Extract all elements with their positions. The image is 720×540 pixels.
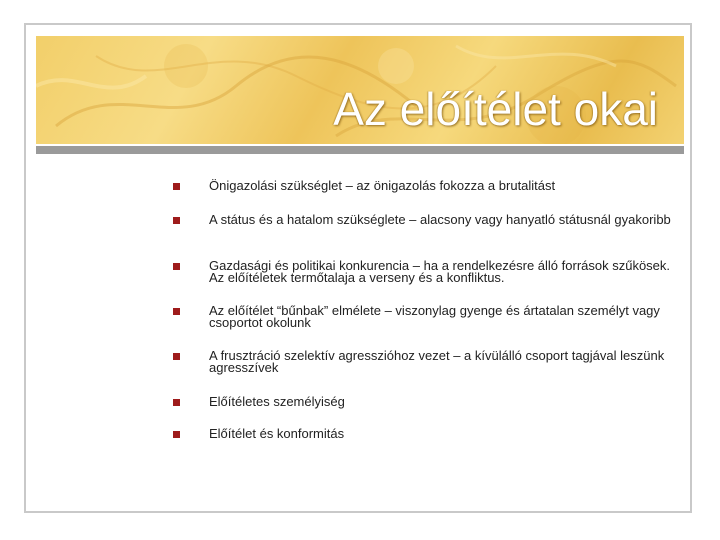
square-bullet-icon <box>173 399 180 406</box>
bullet-text: Önigazolási szükséglet – az önigazolás fokozza a brutalitást <box>209 178 556 193</box>
title-banner <box>36 36 684 144</box>
bullet-item <box>173 305 673 329</box>
square-bullet-icon <box>173 308 180 315</box>
bullet-item <box>173 214 671 226</box>
bullet-item <box>173 428 344 440</box>
square-bullet-icon <box>173 353 180 360</box>
bullet-text: Az előítélet “bűnbak” elmélete – viszonylag gyenge és ártatalan személyt vagy csoportot okolunk <box>209 303 660 330</box>
bullet-text: A státus és a hatalom szükséglete – alacsony vagy hanyatló státusnál gyakoribb <box>209 212 671 227</box>
bullet-text: A frusztráció szelektív agresszióhoz vezet – a kívülálló csoport tagjával leszünk agresszívek <box>209 348 665 375</box>
bullet-item <box>173 350 673 374</box>
square-bullet-icon <box>173 183 180 190</box>
slide-title: Az előítélet okai <box>333 83 658 135</box>
title-divider <box>36 146 684 154</box>
bullet-item <box>173 260 673 284</box>
square-bullet-icon <box>173 263 180 270</box>
square-bullet-icon <box>173 217 180 224</box>
bullet-item <box>173 396 345 408</box>
bullet-item <box>173 180 555 192</box>
bullet-text: Előítélet és konformitás <box>209 426 345 441</box>
bullet-text: Előítéletes személyiség <box>209 394 345 409</box>
square-bullet-icon <box>173 431 180 438</box>
bullet-text: Gazdasági és politikai konkurencia – ha a rendelkezésre álló források szűkösek. Az előítéletek termőtalaja a verseny és a konfliktus. <box>209 258 671 285</box>
